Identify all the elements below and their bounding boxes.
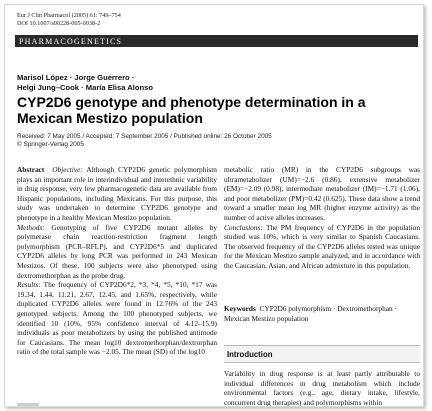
citation-line-2: DOI 10.1007/s00228-005-0038-2 <box>17 19 101 27</box>
objective-label: Objective: <box>52 165 83 174</box>
copyright-notice: © Springer-Verlag 2005 <box>17 140 84 148</box>
article-page <box>4 4 424 407</box>
introduction-text: Variability in drug response is at least partly attributable to individual differences in drug metabolism which include environmental factors (e.g., age, dietary intake, lifestyle, concurrent drug therapies) and polymorphisms within <box>224 369 420 407</box>
abstract-results-paragraph <box>17 280 217 357</box>
conclusions-text: The PM frequency of CYP2D6 in the population studied was 10%, which is very similar to Spanish Caucasians. The observed frequency of the CYP2D6 alleles tested was unique for the Mexican Mestizo sample analyzed, and in accordance with the Caucasian, Asian, and African admixture in this population. <box>224 222 420 270</box>
results-label: Results: <box>17 280 41 290</box>
results-text: The frequency of CYP2D6*2, *3, *4, *5, *10, *17 was 19.34, 1.44, 11.21, 2.67, 12.45, and 1.65%, respectively, while duplicated CYP2D6 alleles were found in 12.76% of the 243 genotyped subjects. Among the 100 phenotyped subjects, we identified 10 (10%, 95% confidence interval of 4.12–15.9) individuals as poor metabolizers by using the published antimode for Caucasians. The mean log10 dextromethorphan/dextrorphan ratio of the total sample was −2.05. The mean (SD) of the log10 <box>17 280 217 357</box>
abstract-right-column <box>224 165 420 271</box>
citation-line-1: Eur J Clin Pharmacol (2005) 61: 749–754 <box>17 12 121 19</box>
methods-text: Genotyping of five CYP2D6 mutant alleles by polymerase chain reaction-restriction fragment length polymorphism (PCR–RFLP), and CYP2D6*5 and duplicated CYP2D6 alleles by long PCR was performed in 243 Mexican Mestizos. Of these, 100 subjects were also phenotyped using dextromethorphan as the probe drug. <box>17 222 217 280</box>
section-header-bar <box>15 35 418 47</box>
abstract-left-column <box>17 165 217 405</box>
article-title: CYP2D6 genotype and phenotype determination in a Mexican Mestizo population <box>17 94 366 126</box>
author-list <box>17 73 153 93</box>
introduction-heading-bar <box>224 345 420 363</box>
authors-line-1: Marisol López · Jorge Guerrero · <box>17 73 135 82</box>
publication-dates <box>17 133 272 149</box>
abstract-objective-paragraph <box>17 165 217 223</box>
keywords-text: CYP2D6 polymorphism · Dextromethorphan · Mexican Mestizo population <box>224 304 397 323</box>
objective-text: Although CYP2D6 genetic polymorphism plays an important role in interindividual and interethnic variability in drug response, very few pharmacogenetic data are available from Hispanic populations, including Mexicans. For this purpose, this study was undertaken to determine CYP2D6 genotype and phenotype in a healthy Mexican Mestizo population. <box>17 165 217 222</box>
abstract-methods-paragraph <box>17 223 217 281</box>
section-label: PHARMACOGENETICS <box>19 36 123 46</box>
keywords-label: Keywords <box>224 304 256 313</box>
keywords-block <box>224 304 420 323</box>
abstract-label: Abstract <box>17 165 45 174</box>
authors-line-2: Helgi Jung–Cook · María Elisa Alonso <box>17 83 154 92</box>
footer-mark <box>17 403 39 406</box>
abstract-results-continued: metabolic ratio (MR) in the CYP2D6 subgroups was ultrametabolizer (UM)=−2.6 (0.86), extensive metabolizer (EM)=−2.09 (0.98), intermediate metabolizer (IM)=−1.71 (1.06), and poor metabolizer (PM)=0.42 (0.625). These data show a trend toward a smaller mean log MR (higher enzyme activity) as the number of active alleles increases. <box>224 165 420 222</box>
journal-citation <box>17 12 121 27</box>
introduction-heading: Introduction <box>227 350 273 359</box>
methods-label: Methods: <box>17 222 45 232</box>
abstract-conclusions-paragraph <box>224 223 420 271</box>
received-dates: Received: 7 May 2005 / Accepted: 7 September 2005 / Published online: 26 October 2005 <box>17 133 272 140</box>
conclusions-label: Conclusions: <box>224 222 263 232</box>
